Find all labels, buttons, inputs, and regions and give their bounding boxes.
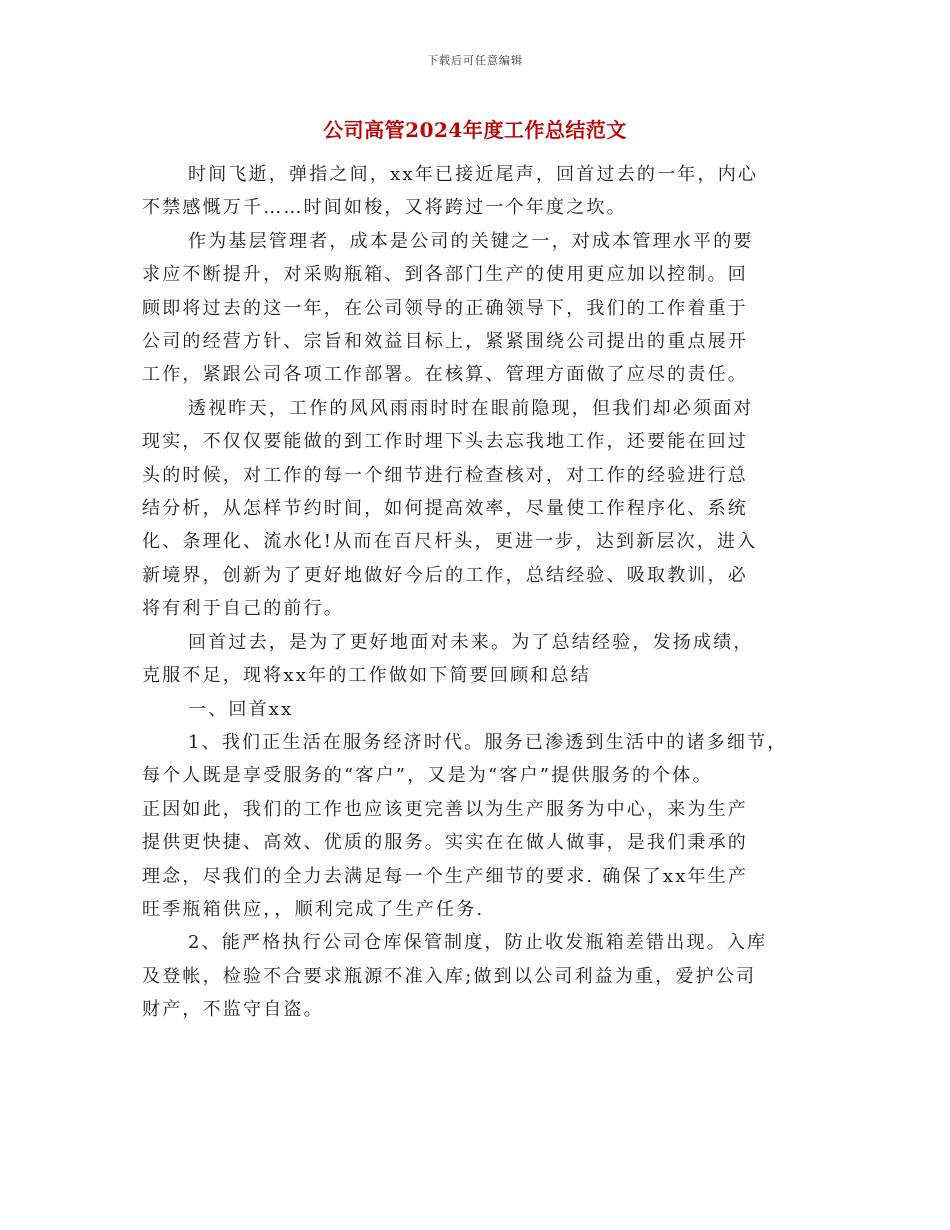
paragraph-intro — [142, 158, 812, 225]
text-line: 新境界，创新为了更好地做好今后的工作，总结经验、吸取教训，必 — [142, 564, 748, 586]
text-line: 工作，紧跟公司各项工作部署。在核算、管理方面做了应尽的责任。 — [142, 364, 748, 386]
text-line: 旺季瓶箱供应，，顺利完成了生产任务. — [142, 898, 485, 920]
text-line: 财产，不监守自盗。 — [142, 999, 324, 1021]
header-note: 下载后可任意编辑 — [427, 54, 523, 67]
text-line: 时间飞逝，弹指之间，xx年已接近尾声，回首过去的一年，内心 — [188, 164, 759, 185]
text-line: 化、条理化、流水化!从而在百尺杆头，更进一步，达到新层次，进入 — [142, 531, 758, 553]
text-line: 现实，不仅仅要能做的到工作时埋下头去忘我地工作，还要能在回过 — [142, 431, 748, 453]
text-line: 克服不足，现将xx年的工作做如下简要回顾和总结 — [142, 665, 591, 687]
document-body — [142, 158, 812, 1027]
text-line: 每个人既是享受服务的“客户”，又是为“客户”提供服务的个体。 — [142, 765, 713, 787]
text-line: 结分析，从怎样节约时间，如何提高效率，尽量使工作程序化、系统 — [142, 498, 748, 520]
text-line: 回首过去，是为了更好地面对未来。为了总结经验，发扬成绩， — [188, 631, 754, 653]
paragraph-reflection — [142, 392, 812, 626]
text-line: 公司的经营方针、宗旨和效益目标上，紧紧围绕公司提出的重点展开 — [142, 331, 748, 353]
section-heading-review — [142, 693, 812, 726]
paragraph-item-1 — [142, 726, 812, 926]
text-line: 不禁感慨万千……时间如梭，又将跨过一个年度之坎。 — [142, 197, 627, 219]
paragraph-cost-management — [142, 225, 812, 392]
text-line: 提供更快捷、高效、优质的服务。实实在在做人做事，是我们秉承的 — [142, 832, 748, 854]
text-line: 顾即将过去的这一年，在公司领导的正确领导下，我们的工作着重于 — [142, 297, 748, 319]
text-line: 及登帐，检验不合要求瓶源不准入库;做到以公司利益为重，爱护公司 — [142, 965, 757, 987]
paragraph-item-2 — [142, 926, 812, 1026]
document-title: 公司高管2024年度工作总结范文 — [323, 118, 627, 142]
text-line: 头的时候，对工作的每一个细节进行检查核对，对工作的经验进行总 — [142, 464, 748, 486]
text-line: 1、我们正生活在服务经济时代。服务已渗透到生活中的诸多细节， — [188, 731, 788, 753]
text-line: 正因如此，我们的工作也应该更完善以为生产服务为中心，来为生产 — [142, 798, 748, 820]
text-line: 2、能严格执行公司仓库保管制度，防止收发瓶箱差错出现。入库 — [188, 932, 768, 954]
text-line: 求应不断提升，对采购瓶箱、到各部门生产的使用更应加以控制。回 — [142, 264, 748, 286]
text-line: 作为基层管理者，成本是公司的关键之一，对成本管理水平的要 — [188, 230, 754, 252]
paragraph-review-intro — [142, 626, 812, 693]
text-line: 将有利于自己的前行。 — [142, 598, 344, 620]
text-line: 一、回首xx — [188, 698, 294, 720]
text-line: 透视昨天，工作的风风雨雨时时在眼前隐现，但我们却必须面对 — [188, 397, 754, 419]
text-line: 理念，尽我们的全力去满足每一个生产细节的要求. 确保了xx年生产 — [142, 865, 749, 887]
